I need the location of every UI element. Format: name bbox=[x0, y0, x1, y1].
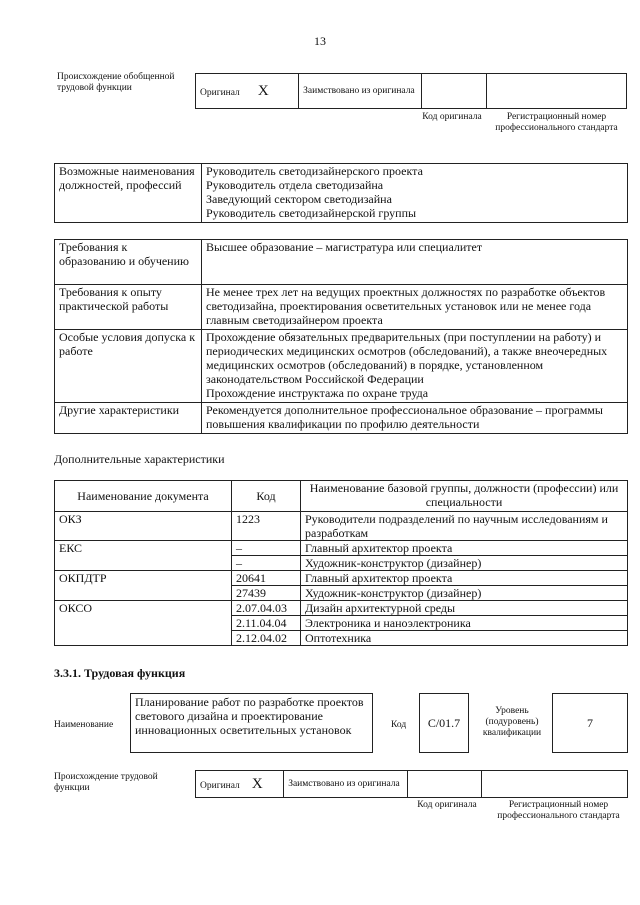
row-code: 1223 bbox=[232, 512, 301, 541]
row-code: 2.07.04.03 bbox=[232, 601, 301, 616]
req-experience-value: Не менее трех лет на ведущих проектных должностях по разработке объектов светодизайна, проектирования осветительных установок или не менее года главным светодизайнером проекта bbox=[202, 285, 628, 330]
positions-label: Возможные наименования должностей, профессий bbox=[55, 164, 202, 223]
original-code-cell bbox=[408, 771, 482, 798]
original-label: Оригинал bbox=[200, 88, 240, 98]
origin-general-label: Происхождение обобщенной трудовой функции bbox=[57, 72, 175, 93]
function-name-label: Наименование bbox=[54, 720, 114, 730]
table-row bbox=[55, 601, 628, 616]
requirements-table bbox=[54, 239, 628, 434]
position-item: Руководитель светодизайнерской группы bbox=[206, 206, 417, 220]
function-level-value: 7 bbox=[552, 693, 628, 753]
table-row bbox=[55, 512, 628, 541]
table-row bbox=[55, 631, 628, 646]
original-mark: X bbox=[257, 83, 269, 99]
row-code: 27439 bbox=[232, 586, 301, 601]
reg-number-caption: Регистрационный номер профессионального стандарта bbox=[495, 112, 618, 133]
row-code: – bbox=[232, 556, 301, 571]
code-original-caption: Код оригинала bbox=[417, 800, 477, 810]
position-item: Руководитель светодизайнерского проекта bbox=[206, 164, 423, 178]
header-name: Наименование базовой группы, должности (профессии) или специальности bbox=[301, 481, 628, 512]
original-label: Оригинал bbox=[200, 781, 240, 791]
original-code-cell bbox=[422, 74, 487, 109]
function-code-label: Код bbox=[391, 720, 407, 730]
row-name: Главный архитектор проекта bbox=[301, 571, 628, 586]
req-conditions-value bbox=[202, 330, 628, 403]
page-number: 13 bbox=[314, 34, 326, 48]
req-experience-label: Требования к опыту практической работы bbox=[55, 285, 202, 330]
origin-general-table bbox=[195, 73, 627, 109]
req-conditions-label: Особые условия допуска к работе bbox=[55, 330, 202, 403]
row-code: 2.12.04.02 bbox=[232, 631, 301, 646]
table-row bbox=[55, 556, 628, 571]
table-row bbox=[55, 571, 628, 586]
row-doc: ОКЗ bbox=[55, 512, 232, 541]
table-row bbox=[55, 586, 628, 601]
req-other-label: Другие характеристики bbox=[55, 403, 202, 434]
row-doc bbox=[55, 556, 232, 571]
positions-table bbox=[54, 163, 628, 223]
function-level-label: Уровень (подуровень) квалификации bbox=[482, 706, 542, 738]
row-name: Художник-конструктор (дизайнер) bbox=[301, 586, 628, 601]
row-doc: ЕКС bbox=[55, 541, 232, 556]
row-code: 2.11.04.04 bbox=[232, 616, 301, 631]
code-original-caption: Код оригинала bbox=[422, 112, 482, 122]
row-name: Руководители подразделений по научным исследованиям и разработкам bbox=[301, 512, 628, 541]
section-title: 3.3.1. Трудовая функция bbox=[54, 666, 186, 680]
row-name: Дизайн архитектурной среды bbox=[301, 601, 628, 616]
extra-title: Дополнительные характеристики bbox=[54, 452, 225, 466]
reg-number-cell bbox=[481, 771, 627, 798]
reg-number-caption: Регистрационный номер профессионального стандарта bbox=[497, 800, 620, 821]
table-row bbox=[55, 616, 628, 631]
req-education-value: Высшее образование – магистратура или специалитет bbox=[202, 240, 628, 285]
borrowed-label: Заимствовано из оригинала bbox=[299, 74, 422, 109]
position-item: Заведующий сектором светодизайна bbox=[206, 192, 392, 206]
origin-function-table bbox=[195, 770, 628, 798]
row-doc bbox=[55, 631, 232, 646]
extra-table bbox=[54, 480, 628, 646]
row-doc bbox=[55, 616, 232, 631]
row-code: 20641 bbox=[232, 571, 301, 586]
row-name: Художник-конструктор (дизайнер) bbox=[301, 556, 628, 571]
row-name: Электроника и наноэлектроника bbox=[301, 616, 628, 631]
row-doc bbox=[55, 586, 232, 601]
function-code-value: C/01.7 bbox=[419, 693, 469, 753]
table-row bbox=[55, 541, 628, 556]
req-conditions-line: Прохождение инструктажа по охране труда bbox=[206, 386, 429, 400]
row-name: Оптотехника bbox=[301, 631, 628, 646]
positions-list bbox=[202, 164, 628, 223]
original-mark: X bbox=[251, 776, 263, 792]
position-item: Руководитель отдела светодизайна bbox=[206, 178, 384, 192]
header-code: Код bbox=[232, 481, 301, 512]
row-doc: ОКСО bbox=[55, 601, 232, 616]
origin-function-label: Происхождение трудовой функции bbox=[54, 772, 158, 793]
function-name-value: Планирование работ по разработке проектов светового дизайна и проектирование инновационных осветительных установок bbox=[130, 693, 373, 753]
row-code: – bbox=[232, 541, 301, 556]
row-doc: ОКПДТР bbox=[55, 571, 232, 586]
reg-number-cell bbox=[487, 74, 627, 109]
row-name: Главный архитектор проекта bbox=[301, 541, 628, 556]
header-doc: Наименование документа bbox=[55, 481, 232, 512]
req-other-value: Рекомендуется дополнительное профессиональное образование – программы повышения квалификации по профилю деятельности bbox=[202, 403, 628, 434]
borrowed-label: Заимствовано из оригинала bbox=[284, 771, 408, 798]
req-education-label: Требования к образованию и обучению bbox=[55, 240, 202, 285]
req-conditions-line: Прохождение обязательных предварительных (при поступлении на работу) и периодических медицинских осмотров (обследований), а также внеочередных медицинских осмотров (обследований) в порядке, установленном законодательством Российской Федерации bbox=[206, 330, 608, 386]
